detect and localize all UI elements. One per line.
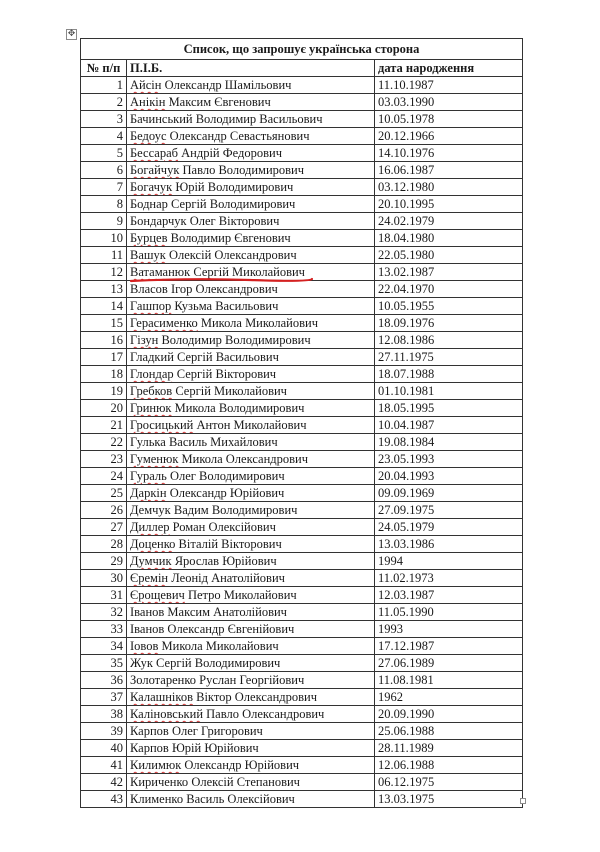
row-number: 35: [81, 655, 127, 672]
row-given-names: Микола Миколайович: [158, 639, 279, 653]
row-full-name: [127, 689, 375, 706]
row-surname: Бачинський: [130, 112, 193, 126]
row-surname: Герасименко: [130, 316, 198, 330]
row-surname: Єрощевич: [130, 588, 185, 602]
row-surname: Гуменюк: [130, 452, 179, 466]
row-full-name: [127, 519, 375, 536]
row-given-names: Микола Олександрович: [178, 452, 309, 466]
table-row: [81, 791, 523, 808]
row-number: 14: [81, 298, 127, 315]
row-full-name: [127, 94, 375, 111]
row-full-name: [127, 247, 375, 264]
row-date-of-birth: 12.08.1986: [375, 332, 523, 349]
row-full-name: [127, 417, 375, 434]
row-number: 27: [81, 519, 127, 536]
table-row: [81, 723, 523, 740]
row-full-name: [127, 570, 375, 587]
row-surname: Жук: [130, 656, 153, 670]
row-number: 18: [81, 366, 127, 383]
table-row: [81, 77, 523, 94]
row-given-names: Василь Олексійович: [183, 792, 295, 806]
row-given-names: Павло Володимирович: [179, 163, 305, 177]
table-row: [81, 553, 523, 570]
row-date-of-birth: 20.12.1966: [375, 128, 523, 145]
row-number: 6: [81, 162, 127, 179]
row-number: 10: [81, 230, 127, 247]
row-number: 43: [81, 791, 127, 808]
row-full-name: [127, 264, 375, 281]
row-full-name: [127, 366, 375, 383]
row-full-name: [127, 706, 375, 723]
table-row: [81, 298, 523, 315]
row-given-names: Андрій Федорович: [178, 146, 282, 160]
row-number: 26: [81, 502, 127, 519]
row-surname: Ватаманюк: [130, 265, 191, 279]
row-date-of-birth: 06.12.1975: [375, 774, 523, 791]
row-given-names: Олексій Степанович: [188, 775, 300, 789]
row-number: 20: [81, 400, 127, 417]
row-surname: Богачук: [130, 180, 173, 194]
row-full-name: [127, 655, 375, 672]
row-date-of-birth: 13.03.1986: [375, 536, 523, 553]
row-date-of-birth: 11.05.1990: [375, 604, 523, 621]
row-number: 25: [81, 485, 127, 502]
row-number: 30: [81, 570, 127, 587]
row-surname: Гулька: [130, 435, 166, 449]
table-row: [81, 757, 523, 774]
row-given-names: Олег Григорович: [168, 724, 263, 738]
table-row: [81, 638, 523, 655]
table-row: [81, 213, 523, 230]
row-number: 7: [81, 179, 127, 196]
row-number: 13: [81, 281, 127, 298]
row-full-name: [127, 349, 375, 366]
row-full-name: [127, 332, 375, 349]
row-given-names: Віктор Олександрович: [193, 690, 318, 704]
row-date-of-birth: 14.10.1976: [375, 145, 523, 162]
row-surname: Золотаренко: [130, 673, 197, 687]
row-surname: Власов: [130, 282, 168, 296]
table-row: [81, 281, 523, 298]
header-number: № п/п: [81, 60, 127, 77]
table-row: [81, 128, 523, 145]
row-surname: Гашпор: [130, 299, 172, 313]
row-full-name: [127, 672, 375, 689]
row-date-of-birth: 1994: [375, 553, 523, 570]
table-row: [81, 383, 523, 400]
table-row: [81, 247, 523, 264]
table-row: [81, 179, 523, 196]
header-name: П.І.Б.: [127, 60, 375, 77]
row-surname: Бурцев: [130, 231, 168, 245]
row-full-name: [127, 723, 375, 740]
row-number: 2: [81, 94, 127, 111]
row-surname: Богайчук: [130, 163, 180, 177]
table-row: [81, 434, 523, 451]
row-number: 5: [81, 145, 127, 162]
row-date-of-birth: 10.05.1955: [375, 298, 523, 315]
table-row: [81, 162, 523, 179]
row-date-of-birth: 10.04.1987: [375, 417, 523, 434]
row-surname: Даркін: [130, 486, 167, 500]
row-date-of-birth: 22.05.1980: [375, 247, 523, 264]
row-date-of-birth: 09.09.1969: [375, 485, 523, 502]
row-given-names: Максим Євгенович: [165, 95, 271, 109]
row-given-names: Микола Володимирович: [171, 401, 305, 415]
row-surname: Карпов: [130, 724, 169, 738]
row-full-name: [127, 128, 375, 145]
table-row: [81, 145, 523, 162]
table-row: [81, 230, 523, 247]
table-row: [81, 349, 523, 366]
row-full-name: [127, 434, 375, 451]
row-number: 37: [81, 689, 127, 706]
row-surname: Кириченко: [130, 775, 189, 789]
row-full-name: [127, 621, 375, 638]
row-number: 33: [81, 621, 127, 638]
row-date-of-birth: 11.02.1973: [375, 570, 523, 587]
row-date-of-birth: 12.06.1988: [375, 757, 523, 774]
row-number: 11: [81, 247, 127, 264]
row-number: 8: [81, 196, 127, 213]
table-row: [81, 740, 523, 757]
table-row: [81, 94, 523, 111]
row-date-of-birth: 13.03.1975: [375, 791, 523, 808]
row-date-of-birth: 20.04.1993: [375, 468, 523, 485]
row-full-name: [127, 791, 375, 808]
row-given-names: Сергій Миколайович: [190, 265, 305, 279]
row-number: 3: [81, 111, 127, 128]
row-number: 9: [81, 213, 127, 230]
row-surname: Гребков: [130, 384, 173, 398]
row-full-name: [127, 774, 375, 791]
row-given-names: Антон Миколайович: [193, 418, 307, 432]
row-date-of-birth: 20.10.1995: [375, 196, 523, 213]
row-full-name: [127, 179, 375, 196]
row-full-name: [127, 162, 375, 179]
row-given-names: Олександр Юрійович: [181, 758, 300, 772]
table-row: [81, 706, 523, 723]
row-date-of-birth: 17.12.1987: [375, 638, 523, 655]
table-row: [81, 196, 523, 213]
row-date-of-birth: 19.08.1984: [375, 434, 523, 451]
row-given-names: Олександр Євгенійович: [164, 622, 295, 636]
row-given-names: Сергій Володимирович: [152, 656, 281, 670]
row-full-name: [127, 196, 375, 213]
row-full-name: [127, 111, 375, 128]
invitation-list-table: [80, 38, 523, 808]
row-number: 15: [81, 315, 127, 332]
row-date-of-birth: 11.10.1987: [375, 77, 523, 94]
table-row: [81, 519, 523, 536]
row-full-name: [127, 400, 375, 417]
row-date-of-birth: 13.02.1987: [375, 264, 523, 281]
row-number: 36: [81, 672, 127, 689]
row-surname: Килимюк: [130, 758, 182, 772]
row-given-names: Володимир Васильович: [192, 112, 323, 126]
row-surname: Бессараб: [130, 146, 178, 160]
row-surname: Карпов: [130, 741, 169, 755]
row-date-of-birth: 03.03.1990: [375, 94, 523, 111]
row-date-of-birth: 11.08.1981: [375, 672, 523, 689]
row-surname: Гросицький: [130, 418, 194, 432]
row-number: 28: [81, 536, 127, 553]
row-number: 1: [81, 77, 127, 94]
row-full-name: [127, 553, 375, 570]
row-date-of-birth: 18.05.1995: [375, 400, 523, 417]
row-date-of-birth: 24.02.1979: [375, 213, 523, 230]
row-date-of-birth: 1962: [375, 689, 523, 706]
row-date-of-birth: 18.07.1988: [375, 366, 523, 383]
row-full-name: [127, 298, 375, 315]
row-date-of-birth: 23.05.1993: [375, 451, 523, 468]
row-given-names: Сергій Васильович: [173, 350, 279, 364]
table-row: [81, 587, 523, 604]
row-date-of-birth: 28.11.1989: [375, 740, 523, 757]
row-given-names: Олег Володимирович: [166, 469, 285, 483]
row-number: 12: [81, 264, 127, 281]
row-number: 4: [81, 128, 127, 145]
table-title: Список, що запрошує українська сторона: [81, 39, 523, 60]
table-row: [81, 264, 523, 281]
row-number: 29: [81, 553, 127, 570]
row-surname: Бедоус: [130, 129, 167, 143]
row-date-of-birth: 10.05.1978: [375, 111, 523, 128]
row-number: 22: [81, 434, 127, 451]
table-row: [81, 502, 523, 519]
row-surname: Вашук: [130, 248, 166, 262]
table-row: [81, 570, 523, 587]
row-given-names: Олександр Шамільович: [161, 78, 292, 92]
row-surname: Гладкий: [130, 350, 174, 364]
row-surname: Іванов: [130, 605, 165, 619]
row-number: 38: [81, 706, 127, 723]
row-number: 42: [81, 774, 127, 791]
row-number: 23: [81, 451, 127, 468]
row-date-of-birth: 03.12.1980: [375, 179, 523, 196]
row-given-names: Володимир Володимирович: [158, 333, 311, 347]
row-given-names: Олександр Юрійович: [166, 486, 285, 500]
row-given-names: Олег Вікторович: [186, 214, 280, 228]
row-given-names: Василь Михайлович: [165, 435, 278, 449]
row-given-names: Ігор Олександрович: [167, 282, 278, 296]
row-date-of-birth: 24.05.1979: [375, 519, 523, 536]
row-full-name: [127, 451, 375, 468]
row-surname: Гізун: [130, 333, 159, 347]
row-given-names: Руслан Георгійович: [196, 673, 305, 687]
table-row: [81, 604, 523, 621]
row-given-names: Володимир Євгенович: [167, 231, 291, 245]
row-date-of-birth: 1993: [375, 621, 523, 638]
row-date-of-birth: 18.09.1976: [375, 315, 523, 332]
row-surname: Каліновський: [130, 707, 204, 721]
table-move-handle-icon[interactable]: ✥: [67, 29, 76, 39]
table-row: [81, 485, 523, 502]
row-date-of-birth: 25.06.1988: [375, 723, 523, 740]
row-number: 31: [81, 587, 127, 604]
row-given-names: Віталій Вікторович: [175, 537, 282, 551]
row-full-name: [127, 145, 375, 162]
row-date-of-birth: 27.06.1989: [375, 655, 523, 672]
row-full-name: [127, 383, 375, 400]
row-number: 40: [81, 740, 127, 757]
row-number: 17: [81, 349, 127, 366]
table-row: [81, 332, 523, 349]
row-date-of-birth: 18.04.1980: [375, 230, 523, 247]
row-number: 39: [81, 723, 127, 740]
table-row: [81, 417, 523, 434]
row-surname: Демчук: [130, 503, 171, 517]
row-full-name: [127, 230, 375, 247]
row-surname: Іовов: [130, 639, 159, 653]
row-surname: Єремін: [130, 571, 169, 585]
row-given-names: Юрій Юрійович: [168, 741, 259, 755]
row-date-of-birth: 22.04.1970: [375, 281, 523, 298]
row-number: 41: [81, 757, 127, 774]
table-row: [81, 451, 523, 468]
row-given-names: Петро Миколайович: [184, 588, 297, 602]
row-surname: Бондарчук: [130, 214, 187, 228]
row-surname: Доценко: [130, 537, 176, 551]
row-surname: Глондар: [130, 367, 174, 381]
row-date-of-birth: 01.10.1981: [375, 383, 523, 400]
row-surname: Думчик: [130, 554, 172, 568]
table-row: [81, 400, 523, 417]
row-full-name: [127, 757, 375, 774]
row-full-name: [127, 315, 375, 332]
row-surname: Боднар: [130, 197, 168, 211]
row-given-names: Микола Миколайович: [197, 316, 318, 330]
row-given-names: Вадим Володимирович: [170, 503, 298, 517]
row-full-name: [127, 213, 375, 230]
table-row: [81, 315, 523, 332]
row-surname: Гураль: [130, 469, 167, 483]
row-given-names: Кузьма Васильович: [171, 299, 279, 313]
row-given-names: Роман Олексійович: [169, 520, 276, 534]
table-row: [81, 672, 523, 689]
row-given-names: Сергій Володимирович: [167, 197, 296, 211]
row-number: 34: [81, 638, 127, 655]
row-date-of-birth: 20.09.1990: [375, 706, 523, 723]
row-given-names: Павло Олександрович: [203, 707, 325, 721]
row-surname: Гринюк: [130, 401, 172, 415]
table-row: [81, 774, 523, 791]
row-surname: Айсін: [130, 78, 162, 92]
row-surname: Калашніков: [130, 690, 193, 704]
table-row: [81, 366, 523, 383]
header-dob: дата народження: [375, 60, 523, 77]
row-number: 19: [81, 383, 127, 400]
row-full-name: [127, 536, 375, 553]
row-given-names: Максим Анатолійович: [164, 605, 287, 619]
row-number: 21: [81, 417, 127, 434]
row-full-name: [127, 77, 375, 94]
row-date-of-birth: 27.09.1975: [375, 502, 523, 519]
row-surname: Анікін: [130, 95, 166, 109]
row-full-name: [127, 502, 375, 519]
table-resize-handle-icon[interactable]: [520, 798, 526, 804]
row-surname: Іванов: [130, 622, 165, 636]
row-date-of-birth: 12.03.1987: [375, 587, 523, 604]
table-row: [81, 111, 523, 128]
row-full-name: [127, 468, 375, 485]
table-row: [81, 536, 523, 553]
row-number: 16: [81, 332, 127, 349]
row-given-names: Олексій Олександрович: [165, 248, 297, 262]
row-number: 24: [81, 468, 127, 485]
row-surname: Диллер: [130, 520, 170, 534]
table-body: [81, 77, 523, 808]
row-full-name: [127, 740, 375, 757]
table-row: [81, 655, 523, 672]
row-given-names: Ярослав Юрійович: [171, 554, 277, 568]
row-full-name: [127, 281, 375, 298]
row-given-names: Юрій Володимирович: [172, 180, 294, 194]
table-row: [81, 468, 523, 485]
row-given-names: Леонід Анатолійович: [168, 571, 285, 585]
row-given-names: Олександр Севастьянович: [166, 129, 310, 143]
row-number: 32: [81, 604, 127, 621]
table-row: [81, 689, 523, 706]
row-full-name: [127, 485, 375, 502]
row-date-of-birth: 27.11.1975: [375, 349, 523, 366]
row-given-names: Сергій Вікторович: [173, 367, 277, 381]
row-full-name: [127, 604, 375, 621]
row-full-name: [127, 638, 375, 655]
row-surname: Клименко: [130, 792, 184, 806]
row-given-names: Сергій Миколайович: [172, 384, 287, 398]
row-full-name: [127, 587, 375, 604]
row-date-of-birth: 16.06.1987: [375, 162, 523, 179]
table-row: [81, 621, 523, 638]
